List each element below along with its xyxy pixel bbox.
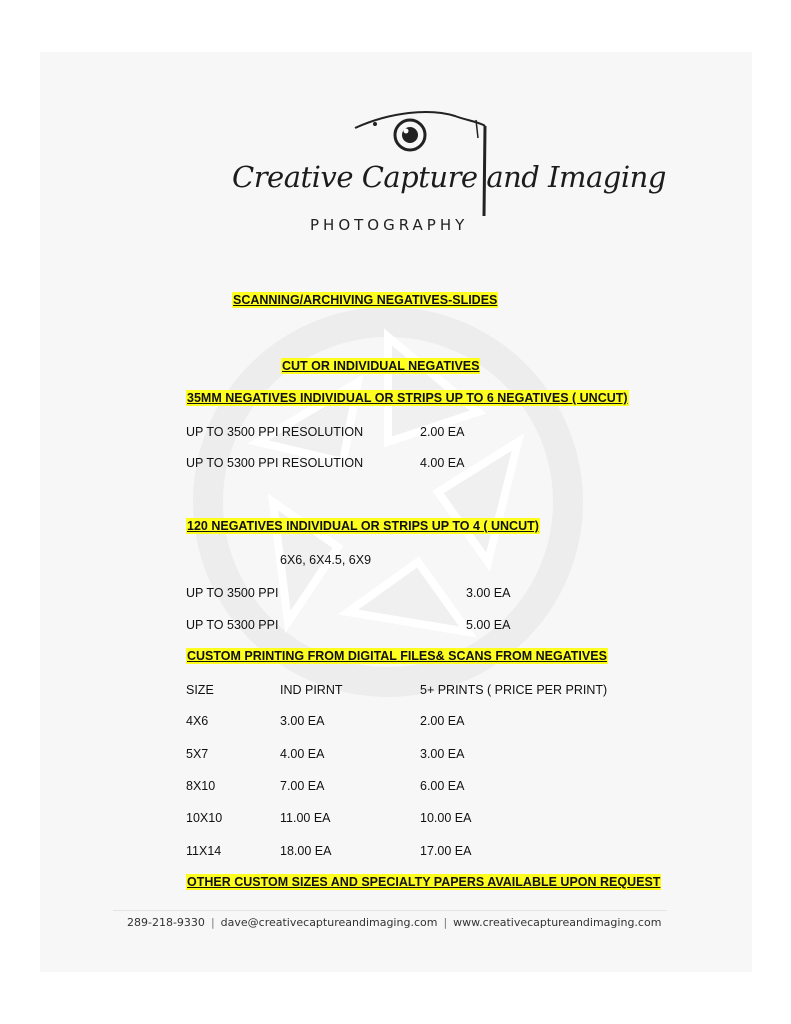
table-cell-size: 5X7 bbox=[186, 747, 209, 761]
table-cell-ind-price: 11.00 EA bbox=[280, 811, 331, 825]
footer-email[interactable]: dave@creativecaptureandimaging.com bbox=[220, 916, 438, 929]
120-row-label: UP TO 3500 PPI bbox=[186, 586, 279, 600]
table-cell-bulk-price: 17.00 EA bbox=[420, 844, 472, 858]
table-cell-ind-price: 18.00 EA bbox=[280, 844, 332, 858]
35mm-row-price: 2.00 EA bbox=[420, 425, 465, 439]
table-cell-ind-price: 7.00 EA bbox=[280, 779, 325, 793]
table-header-ind-print: IND PIRNT bbox=[280, 683, 343, 697]
footer-separator: | bbox=[210, 916, 215, 929]
footer-separator: | bbox=[443, 916, 448, 929]
35mm-row-label: UP TO 3500 PPI RESOLUTION bbox=[186, 425, 364, 439]
120-formats: 6X6, 6X4.5, 6X9 bbox=[280, 553, 372, 567]
120-row-price: 3.00 EA bbox=[466, 586, 511, 600]
table-cell-size: 11X14 bbox=[186, 844, 222, 858]
table-cell-bulk-price: 10.00 EA bbox=[420, 811, 472, 825]
35mm-row-price: 4.00 EA bbox=[420, 456, 465, 470]
table-cell-size: 4X6 bbox=[186, 714, 209, 728]
35mm-row-label: UP TO 5300 PPI RESOLUTION bbox=[186, 456, 364, 470]
table-cell-ind-price: 3.00 EA bbox=[280, 714, 325, 728]
120-section-title: 120 NEGATIVES INDIVIDUAL OR STRIPS UP TO 4 ( UNCUT) bbox=[187, 519, 539, 533]
brand-subtitle: PHOTOGRAPHY bbox=[310, 216, 469, 234]
table-cell-bulk-price: 6.00 EA bbox=[420, 779, 465, 793]
table-cell-ind-price: 4.00 EA bbox=[280, 747, 325, 761]
35mm-section-title: 35MM NEGATIVES INDIVIDUAL OR STRIPS UP TO 6 NEGATIVES ( UNCUT) bbox=[187, 391, 628, 405]
table-cell-bulk-price: 2.00 EA bbox=[420, 714, 465, 728]
printing-section-title: CUSTOM PRINTING FROM DIGITAL FILES& SCANS FROM NEGATIVES bbox=[187, 649, 607, 663]
table-cell-size: 8X10 bbox=[186, 779, 216, 793]
brand-name: Creative Capture and Imaging bbox=[232, 160, 666, 194]
footer-divider bbox=[113, 910, 667, 911]
120-row-price: 5.00 EA bbox=[466, 618, 511, 632]
footer-contact bbox=[127, 916, 677, 929]
cut-section-title: CUT OR INDIVIDUAL NEGATIVES bbox=[282, 359, 480, 373]
120-row-label: UP TO 5300 PPI bbox=[186, 618, 279, 632]
table-cell-size: 10X10 bbox=[186, 811, 223, 825]
table-header-bulk-price: 5+ PRINTS ( PRICE PER PRINT) bbox=[420, 683, 608, 697]
table-header-size: SIZE bbox=[186, 683, 214, 697]
footer-phone[interactable]: 289-218-9330 bbox=[127, 916, 205, 929]
footer-website[interactable]: www.creativecaptureandimaging.com bbox=[453, 916, 662, 929]
custom-sizes-note: OTHER CUSTOM SIZES AND SPECIALTY PAPERS AVAILABLE UPON REQUEST bbox=[187, 875, 661, 889]
page-heading: SCANNING/ARCHIVING NEGATIVES-SLIDES bbox=[233, 293, 498, 307]
table-cell-bulk-price: 3.00 EA bbox=[420, 747, 465, 761]
